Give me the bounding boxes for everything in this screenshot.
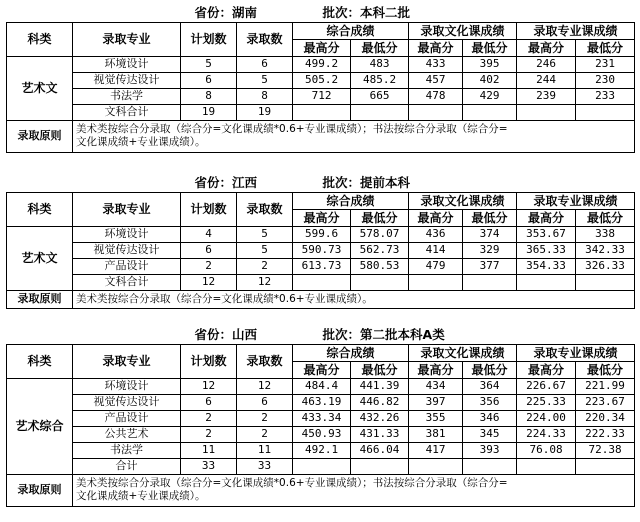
culture-min-cell: 346 — [463, 410, 517, 426]
table-row — [7, 88, 635, 104]
province-label: 省份：山西 — [181, 326, 293, 344]
profession-min-cell: 326.33 — [576, 258, 635, 274]
plan-cell: 8 — [181, 88, 237, 104]
admission-table-jiangxi — [6, 174, 635, 309]
composite-min-cell: 432.26 — [351, 410, 409, 426]
header-admitted: 录取数 — [237, 22, 293, 56]
composite-min-cell: 665 — [351, 88, 409, 104]
composite-min-cell: 441.39 — [351, 378, 409, 394]
admitted-cell: 6 — [237, 56, 293, 72]
profession-max-cell: 365.33 — [517, 242, 576, 258]
profession-max-cell: 246 — [517, 56, 576, 72]
table-row — [7, 442, 635, 458]
header-min: 最低分 — [351, 209, 409, 226]
profession-min-cell: 72.38 — [576, 442, 635, 458]
principle-row — [7, 474, 635, 506]
table-row — [7, 378, 635, 394]
category-cell: 艺术综合 — [7, 378, 73, 474]
header-major: 录取专业 — [73, 22, 181, 56]
header-min: 最低分 — [576, 39, 635, 56]
plan-cell: 19 — [181, 104, 237, 120]
header-admitted: 录取数 — [237, 344, 293, 378]
composite-min-cell: 466.04 — [351, 442, 409, 458]
batch-label: 批次：提前本科 — [293, 174, 463, 192]
major-cell: 合计 — [73, 458, 181, 474]
province-label: 省份：湖南 — [181, 4, 293, 22]
principle-label: 录取原则 — [7, 120, 73, 152]
table-row — [7, 226, 635, 242]
composite-max-cell: 484.4 — [293, 378, 351, 394]
major-cell: 环境设计 — [73, 226, 181, 242]
header-max: 最高分 — [517, 361, 576, 378]
category-cell: 艺术文 — [7, 226, 73, 290]
composite-min-cell: 578.07 — [351, 226, 409, 242]
composite-min-cell: 562.73 — [351, 242, 409, 258]
composite-max-cell: 450.93 — [293, 426, 351, 442]
header-min: 最低分 — [576, 209, 635, 226]
culture-max-cell: 478 — [409, 88, 463, 104]
header-max: 最高分 — [293, 209, 351, 226]
plan-cell: 12 — [181, 274, 237, 290]
header-min: 最低分 — [463, 361, 517, 378]
culture-min-cell: 393 — [463, 442, 517, 458]
major-cell: 文科合计 — [73, 104, 181, 120]
plan-cell: 2 — [181, 410, 237, 426]
major-cell: 公共艺术 — [73, 426, 181, 442]
header-profession: 录取专业课成绩 — [517, 192, 635, 209]
culture-min-cell: 329 — [463, 242, 517, 258]
header-profession: 录取专业课成绩 — [517, 344, 635, 361]
major-cell: 文科合计 — [73, 274, 181, 290]
header-max: 最高分 — [293, 39, 351, 56]
major-cell: 视觉传达设计 — [73, 242, 181, 258]
admission-table-hunan — [6, 4, 635, 153]
admitted-cell: 12 — [237, 378, 293, 394]
admitted-cell: 33 — [237, 458, 293, 474]
culture-min-cell: 364 — [463, 378, 517, 394]
composite-max-cell: 505.2 — [293, 72, 351, 88]
table-row — [7, 242, 635, 258]
category-cell: 艺术文 — [7, 56, 73, 120]
composite-max-cell: 463.19 — [293, 394, 351, 410]
header-min: 最低分 — [463, 39, 517, 56]
plan-cell: 33 — [181, 458, 237, 474]
profession-min-cell: 221.99 — [576, 378, 635, 394]
culture-min-cell: 402 — [463, 72, 517, 88]
table-row — [7, 426, 635, 442]
province-label: 省份：江西 — [181, 174, 293, 192]
header-culture: 录取文化课成绩 — [409, 192, 517, 209]
profession-min-cell: 222.33 — [576, 426, 635, 442]
header-composite: 综合成绩 — [293, 192, 409, 209]
plan-cell: 12 — [181, 378, 237, 394]
composite-max-cell: 433.34 — [293, 410, 351, 426]
profession-min-cell: 220.34 — [576, 410, 635, 426]
major-cell: 环境设计 — [73, 56, 181, 72]
composite-min-cell: 485.2 — [351, 72, 409, 88]
principle-line: 文化课成绩+专业课成绩）。 — [76, 490, 206, 502]
principle-line: 美术类按综合分录取（综合分=文化课成绩*0.6+专业课成绩）；书法按综合分录取（综合分= — [76, 477, 508, 489]
culture-max-cell: 414 — [409, 242, 463, 258]
profession-max-cell: 354.33 — [517, 258, 576, 274]
culture-max-cell: 434 — [409, 378, 463, 394]
header-plan: 计划数 — [181, 192, 237, 226]
major-cell: 视觉传达设计 — [73, 394, 181, 410]
composite-max-cell: 499.2 — [293, 56, 351, 72]
header-max: 最高分 — [409, 39, 463, 56]
plan-cell: 2 — [181, 258, 237, 274]
profession-min-cell: 230 — [576, 72, 635, 88]
header-plan: 计划数 — [181, 344, 237, 378]
major-cell: 视觉传达设计 — [73, 72, 181, 88]
culture-max-cell: 417 — [409, 442, 463, 458]
header-max: 最高分 — [409, 209, 463, 226]
culture-max-cell: 397 — [409, 394, 463, 410]
culture-min-cell: 356 — [463, 394, 517, 410]
table-row — [7, 258, 635, 274]
header-max: 最高分 — [409, 361, 463, 378]
batch-label: 批次：第二批本科A类 — [293, 326, 463, 344]
major-cell: 环境设计 — [73, 378, 181, 394]
table-row — [7, 394, 635, 410]
header-max: 最高分 — [293, 361, 351, 378]
culture-max-cell: 436 — [409, 226, 463, 242]
table-row — [7, 72, 635, 88]
culture-min-cell: 374 — [463, 226, 517, 242]
header-max: 最高分 — [517, 39, 576, 56]
admitted-cell: 2 — [237, 426, 293, 442]
principle-line: 文化课成绩+专业课成绩）。 — [76, 136, 206, 148]
profession-max-cell: 76.08 — [517, 442, 576, 458]
culture-max-cell: 355 — [409, 410, 463, 426]
admitted-cell: 5 — [237, 226, 293, 242]
header-admitted: 录取数 — [237, 192, 293, 226]
admitted-cell: 8 — [237, 88, 293, 104]
table-row — [7, 410, 635, 426]
composite-max-cell: 590.73 — [293, 242, 351, 258]
culture-max-cell: 433 — [409, 56, 463, 72]
profession-min-cell: 338 — [576, 226, 635, 242]
admitted-cell: 5 — [237, 72, 293, 88]
admitted-cell: 11 — [237, 442, 293, 458]
major-cell: 书法学 — [73, 88, 181, 104]
plan-cell: 2 — [181, 426, 237, 442]
composite-min-cell: 580.53 — [351, 258, 409, 274]
principle-line: 美术类按综合分录取（综合分=文化课成绩*0.6+专业课成绩）；书法按综合分录取（综合分= — [76, 123, 508, 135]
header-composite: 综合成绩 — [293, 22, 409, 39]
culture-min-cell: 377 — [463, 258, 517, 274]
header-category: 科类 — [7, 192, 73, 226]
admitted-cell: 5 — [237, 242, 293, 258]
header-category: 科类 — [7, 344, 73, 378]
plan-cell: 6 — [181, 72, 237, 88]
profession-min-cell: 342.33 — [576, 242, 635, 258]
header-max: 最高分 — [517, 209, 576, 226]
batch-label: 批次：本科二批 — [293, 4, 463, 22]
culture-max-cell: 457 — [409, 72, 463, 88]
principle-text — [73, 290, 635, 308]
admitted-cell: 19 — [237, 104, 293, 120]
major-cell: 产品设计 — [73, 410, 181, 426]
principle-label: 录取原则 — [7, 474, 73, 506]
composite-min-cell: 483 — [351, 56, 409, 72]
header-plan: 计划数 — [181, 22, 237, 56]
profession-max-cell: 224.00 — [517, 410, 576, 426]
admitted-cell: 2 — [237, 258, 293, 274]
principle-label: 录取原则 — [7, 290, 73, 308]
table-row-total — [7, 458, 635, 474]
profession-max-cell: 224.33 — [517, 426, 576, 442]
table-row-total — [7, 274, 635, 290]
principle-text — [73, 120, 635, 152]
composite-max-cell: 613.73 — [293, 258, 351, 274]
composite-min-cell: 446.82 — [351, 394, 409, 410]
plan-cell: 11 — [181, 442, 237, 458]
culture-max-cell: 479 — [409, 258, 463, 274]
principle-line: 美术类按综合分录取（综合分=文化课成绩*0.6+专业课成绩）。 — [76, 292, 373, 305]
culture-max-cell: 381 — [409, 426, 463, 442]
plan-cell: 6 — [181, 242, 237, 258]
plan-cell: 4 — [181, 226, 237, 242]
culture-min-cell: 395 — [463, 56, 517, 72]
header-min: 最低分 — [576, 361, 635, 378]
admission-table-shanxi — [6, 326, 635, 507]
principle-row — [7, 120, 635, 152]
culture-min-cell: 345 — [463, 426, 517, 442]
composite-max-cell: 712 — [293, 88, 351, 104]
profession-max-cell: 239 — [517, 88, 576, 104]
principle-row — [7, 290, 635, 308]
profession-min-cell: 223.67 — [576, 394, 635, 410]
header-min: 最低分 — [351, 361, 409, 378]
table-row — [7, 56, 635, 72]
composite-max-cell: 492.1 — [293, 442, 351, 458]
profession-max-cell: 225.33 — [517, 394, 576, 410]
major-cell: 产品设计 — [73, 258, 181, 274]
composite-min-cell: 431.33 — [351, 426, 409, 442]
plan-cell: 6 — [181, 394, 237, 410]
culture-min-cell: 429 — [463, 88, 517, 104]
header-profession: 录取专业课成绩 — [517, 22, 635, 39]
header-major: 录取专业 — [73, 192, 181, 226]
header-category: 科类 — [7, 22, 73, 56]
profession-min-cell: 231 — [576, 56, 635, 72]
profession-max-cell: 353.67 — [517, 226, 576, 242]
table-row-total — [7, 104, 635, 120]
profession-max-cell: 226.67 — [517, 378, 576, 394]
admitted-cell: 2 — [237, 410, 293, 426]
header-min: 最低分 — [463, 209, 517, 226]
admitted-cell: 12 — [237, 274, 293, 290]
profession-max-cell: 244 — [517, 72, 576, 88]
header-culture: 录取文化课成绩 — [409, 344, 517, 361]
major-cell: 书法学 — [73, 442, 181, 458]
header-composite: 综合成绩 — [293, 344, 409, 361]
admitted-cell: 6 — [237, 394, 293, 410]
profession-min-cell: 233 — [576, 88, 635, 104]
composite-max-cell: 599.6 — [293, 226, 351, 242]
plan-cell: 5 — [181, 56, 237, 72]
header-min: 最低分 — [351, 39, 409, 56]
header-culture: 录取文化课成绩 — [409, 22, 517, 39]
header-major: 录取专业 — [73, 344, 181, 378]
principle-text — [73, 474, 635, 506]
